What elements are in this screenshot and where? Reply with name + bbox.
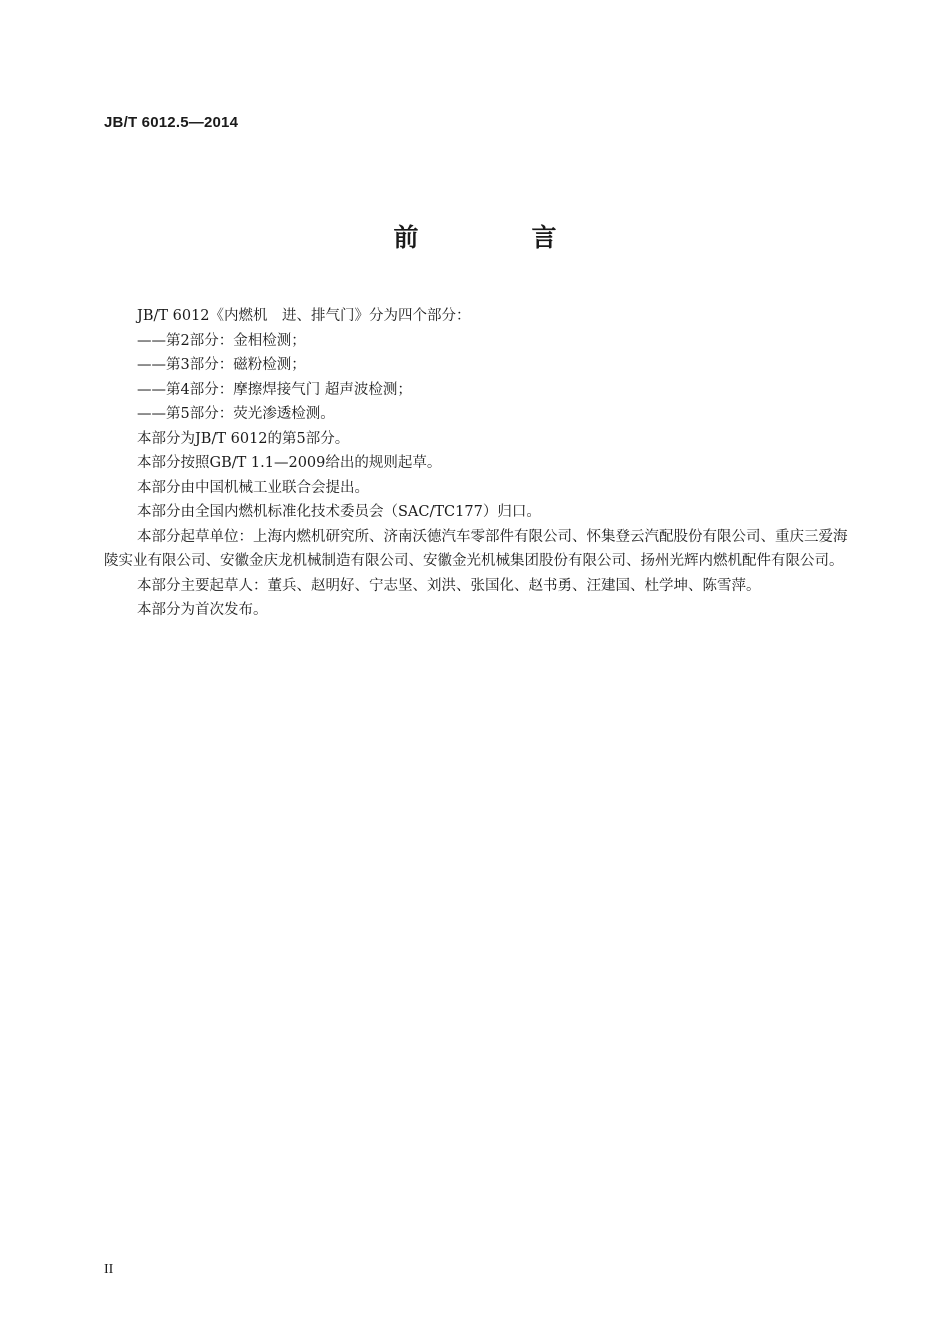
paragraph-part-identity: 本部分为JB/T 6012的第5部分。 [137,430,350,447]
page-number: II [104,1262,114,1277]
paragraph-drafters: 本部分主要起草人：董兵、赵明好、宁志坚、刘洪、张国化、赵书勇、汪建国、杜学坤、陈雪萍。 [137,577,761,594]
foreword-body [104,304,850,623]
paragraph-first-release: 本部分为首次发布。 [137,602,268,618]
list-item-part-2: ——第2部分：金相检测； [137,332,306,349]
standard-number: JB/T 6012.5—2014 [104,114,239,131]
list-item-part-3: ——第3部分：磁粉检测； [137,357,306,373]
list-item-part-5: ——第5部分：荧光渗透检测。 [137,406,335,422]
paragraph-drafting-units: 本部分起草单位：上海内燃机研究所、济南沃德汽车零部件有限公司、怀集登云汽配股份有限公司、重庆三爱海陵实业有限公司、安徽金庆龙机械制造有限公司、安徽金光机械集团股份有限公司、扬州光辉内燃机配件有限公司。 [104,528,848,569]
list-item-part-4: ——第4部分：摩擦焊接气门 超声波检测； [137,381,412,398]
paragraph-committee: 本部分由全国内燃机标准化技术委员会（SAC/TC177）归口。 [137,504,541,520]
paragraph-parts-intro: JB/T 6012《内燃机 进、排气门》分为四个部分： [137,308,471,324]
paragraph-drafting-rules: 本部分按照GB/T 1.1—2009给出的规则起草。 [137,455,442,471]
paragraph-proposer: 本部分由中国机械工业联合会提出。 [137,479,369,496]
page-title: 前 言 [393,223,601,252]
